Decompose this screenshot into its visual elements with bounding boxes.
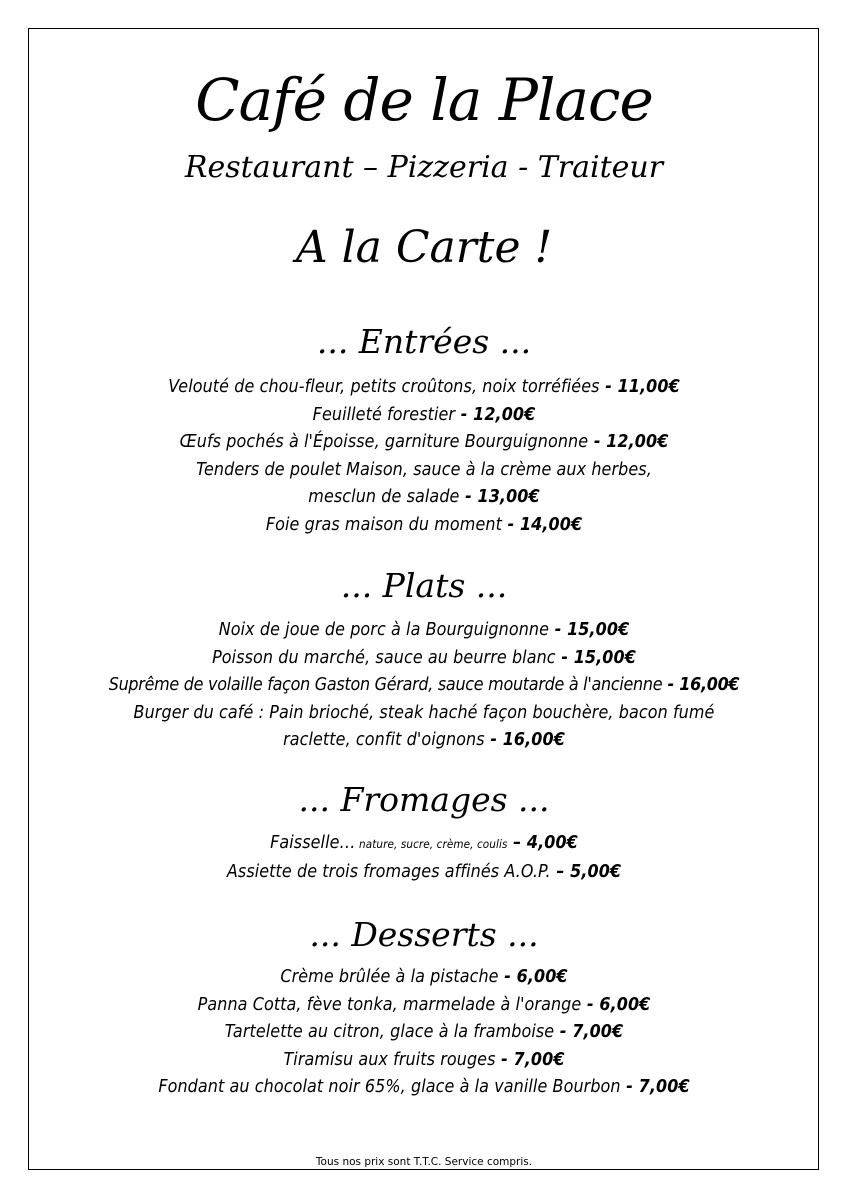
price: 6,00€ <box>516 967 568 987</box>
price: 15,00€ <box>573 647 636 668</box>
menu-item: Tartelette au citron, glace à la framboise - 7,00€ <box>224 1022 624 1043</box>
price: 7,00€ <box>638 1077 690 1098</box>
menu-item: Crème brûlée à la pistache - 6,00€ <box>280 967 568 987</box>
price: 15,00€ <box>567 620 630 640</box>
price: 13,00€ <box>477 487 540 508</box>
fromages-list <box>0 830 848 886</box>
price: 7,00€ <box>572 1022 624 1043</box>
desserts-heading: ... Desserts ... <box>309 915 539 954</box>
menu-item: Panna Cotta, fève tonka, marmelade à l'orange - 6,00€ <box>197 994 651 1015</box>
menu-item: Velouté de chou-fleur, petits croûtons, noix torréfiées - 11,00€ <box>168 377 680 397</box>
menu-item: Tiramisu aux fruits rouges - 7,00€ <box>283 1049 565 1070</box>
menu-item: Fondant au chocolat noir 65%, glace à la vanille Bourbon - 7,00€ <box>158 1077 690 1098</box>
price: 4,00€ <box>526 833 578 853</box>
entrees-list <box>0 374 848 540</box>
restaurant-subtitle: Restaurant – Pizzeria - Traiteur <box>184 150 664 185</box>
footer-note: Tous nos prix sont T.T.C. Service compris. <box>315 1156 533 1168</box>
menu-item: Assiette de trois fromages affinés A.O.P. – 5,00€ <box>226 861 622 882</box>
menu-item: Feuilleté forestier - 12,00€ <box>312 404 536 425</box>
menu-item-continued: raclette, confit d'oignons - 16,00€ <box>283 730 565 751</box>
menu-item: Foie gras maison du moment - 14,00€ <box>265 514 583 535</box>
menu-item: Noix de joue de porc à la Bourguignonne - 15,00€ <box>218 620 630 640</box>
menu-item: Tenders de poulet Maison, sauce à la crème aux herbes, <box>196 459 652 480</box>
price: 11,00€ <box>617 377 680 397</box>
price: 5,00€ <box>570 861 622 882</box>
price: 7,00€ <box>513 1049 565 1070</box>
price: 12,00€ <box>606 432 669 453</box>
plats-heading: ... Plats ... <box>340 566 508 605</box>
fromages-heading: ... Fromages ... <box>298 780 550 819</box>
menu-item-continued: mesclun de salade - 13,00€ <box>308 487 540 508</box>
entrees-heading: ... Entrées ... <box>316 322 532 361</box>
restaurant-title: Café de la Place <box>195 66 653 134</box>
menu-item: Poisson du marché, sauce au beurre blanc - 15,00€ <box>212 647 636 668</box>
menu-item: Faisselle… nature, sucre, crème, coulis – 4,00€ <box>270 833 578 853</box>
price: 14,00€ <box>519 514 583 535</box>
carte-heading: A la Carte ! <box>295 222 553 273</box>
price: 6,00€ <box>599 994 651 1015</box>
menu-item: Suprême de volaille façon Gaston Gérard, sauce moutarde à l'ancienne - 16,00€ <box>108 675 740 696</box>
menu-item: Œufs pochés à l'Époisse, garniture Bourguignonne - 12,00€ <box>179 432 669 453</box>
menu-item: Burger du café : Pain brioché, steak haché façon bouchère, bacon fumé <box>133 702 715 723</box>
price: 16,00€ <box>502 730 565 751</box>
plats-list <box>0 617 848 755</box>
desserts-list <box>0 964 848 1102</box>
price: 16,00€ <box>679 675 740 696</box>
price: 12,00€ <box>473 404 536 425</box>
